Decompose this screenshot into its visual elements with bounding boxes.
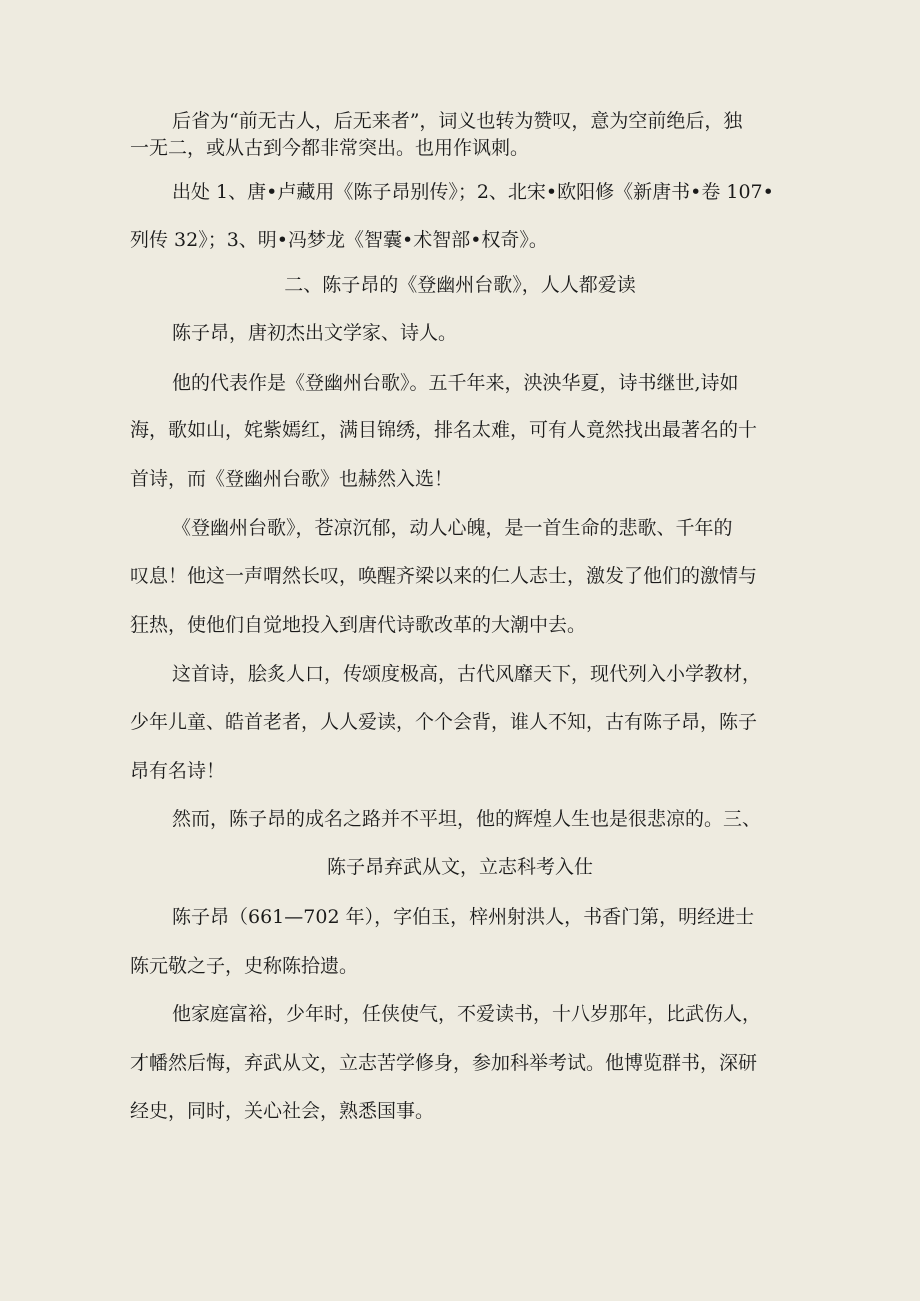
- section-heading: 二、陈子昂的《登幽州台歌》，人人都爱读: [284, 274, 636, 296]
- text-line: 少年儿童、皓首老者，人人爱读，个个会背，谁人不知，古有陈子昂，陈子: [130, 711, 758, 733]
- text-line: 这首诗，脍炙人口，传颂度极高，古代风靡天下，现代列入小学教材，: [172, 663, 762, 685]
- text-line: 出处 1、唐•卢藏用《陈子昂别传》；2、北宋•欧阳修《新唐书•卷 107•: [172, 181, 774, 203]
- text-line: 然而，陈子昂的成名之路并不平坦，他的辉煌人生也是很悲凉的。三、: [172, 808, 762, 830]
- text-line: 陈子昂（661—702 年），字伯玉，梓州射洪人，书香门第，明经进士: [172, 906, 755, 928]
- text-line: 一无二，或从古到今都非常突出。也用作讽刺。: [130, 137, 530, 159]
- text-line: 首诗，而《登幽州台歌》也赫然入选！: [130, 468, 454, 490]
- text-line: 后省为“前无古人，后无来者”，词义也转为赞叹，意为空前绝后，独: [172, 110, 743, 132]
- text-line: 经史，同时，关心社会，熟悉国事。: [130, 1100, 435, 1122]
- text-line: 陈元敬之子，史称陈拾遗。: [130, 955, 359, 977]
- text-line: 他家庭富裕，少年时，任侠使气，不爱读书，十八岁那年，比武伤人，: [172, 1003, 762, 1025]
- text-line: 狂热，使他们自觉地投入到唐代诗歌改革的大潮中去。: [130, 614, 587, 636]
- text-line: 《登幽州台歌》，苍凉沉郁，动人心魄，是一首生命的悲歌、千年的: [172, 517, 733, 539]
- section-heading: 陈子昂弃武从文，立志科考入仕: [326, 856, 593, 878]
- text-line: 昂有名诗！: [130, 760, 226, 782]
- text-line: 叹息！他这一声喟然长叹，唤醒齐梁以来的仁人志士，激发了他们的激情与: [130, 565, 758, 587]
- text-line: 他的代表作是《登幽州台歌》。五千年来，泱泱华夏，诗书继世,诗如: [172, 372, 739, 394]
- text-line: 陈子昂，唐初杰出文学家、诗人。: [172, 322, 458, 344]
- text-line: 才幡然后悔，弃武从文，立志苦学修身，参加科举考试。他博览群书，深研: [130, 1052, 758, 1074]
- text-line: 列传 32》；3、明•冯梦龙《智囊•术智部•权奇》。: [130, 229, 548, 251]
- text-line: 海，歌如山，姹紫嫣红，满目锦绣，排名太难，可有人竟然找出最著名的十: [130, 419, 758, 441]
